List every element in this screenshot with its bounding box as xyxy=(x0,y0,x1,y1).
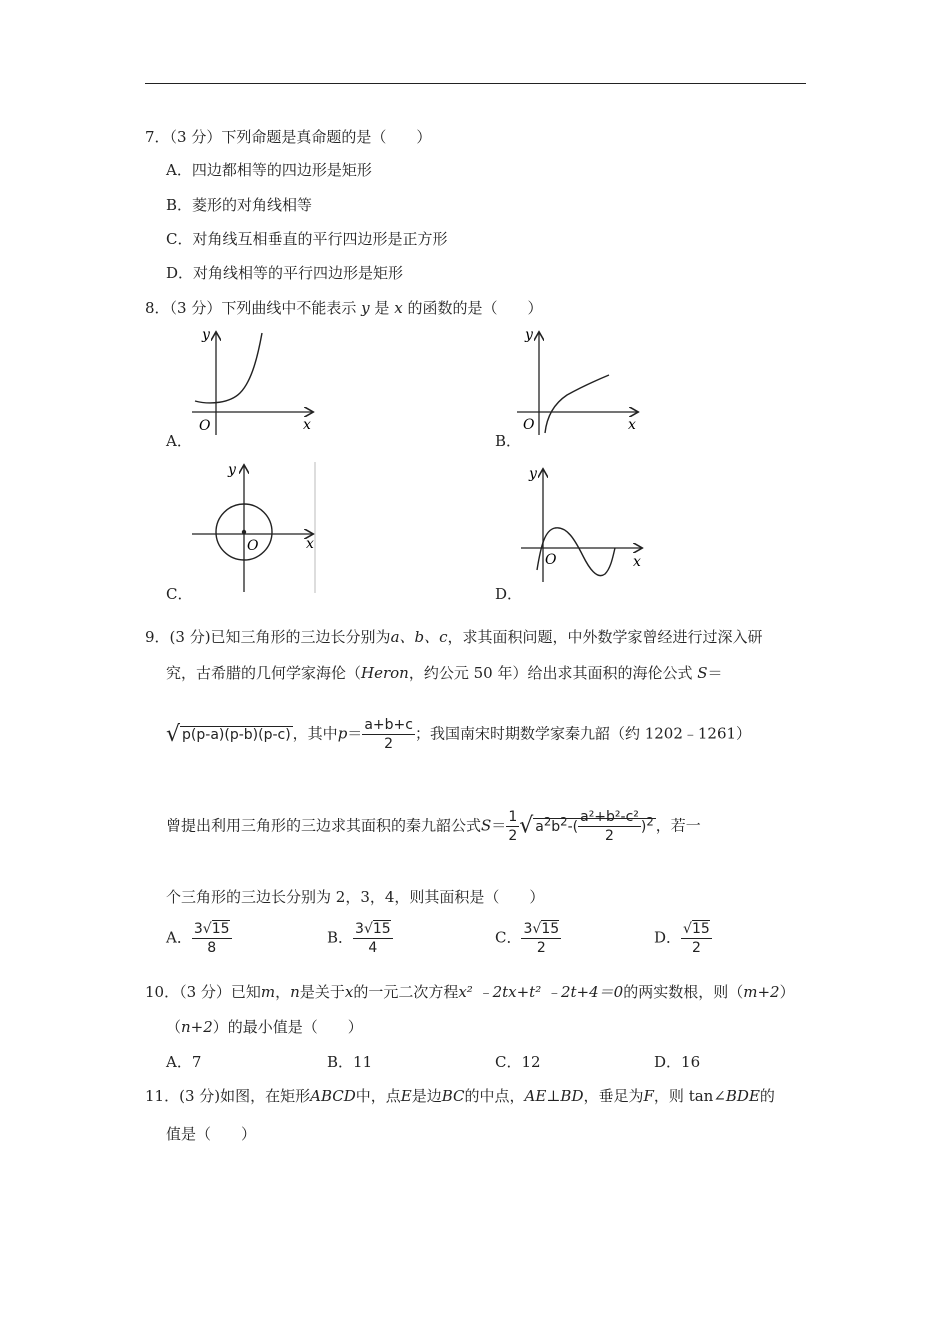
x-label: x xyxy=(633,554,641,570)
q9-option-a[interactable]: A． $\frac{3√15}{8}$ xyxy=(166,921,230,956)
q9-option-c[interactable]: C． $\frac{3√15}{2}$ xyxy=(495,921,560,956)
q7-option-c[interactable]: C．对角线互相垂直的平行四边形是正方形 xyxy=(166,230,448,248)
q8-label-b[interactable]: B． xyxy=(495,432,522,450)
q11-line-1: 11．(3 分)如图，在矩形ABCD中，点E是边BC的中点，AE⊥BD，垂足为F，则 tan∠BDE的 xyxy=(145,1087,775,1105)
y-label: y xyxy=(202,327,210,343)
q9-option-d[interactable]: D． $\frac{√15}{2}$ xyxy=(654,921,710,956)
q10-option-c[interactable]: C．12 xyxy=(495,1053,541,1071)
y-label: y xyxy=(525,327,533,343)
origin-label: O xyxy=(199,418,211,434)
graph-a xyxy=(190,325,320,440)
q7-option-d[interactable]: D．对角线相等的平行四边形是矩形 xyxy=(166,264,404,282)
q9-option-b[interactable]: B． $\frac{3√15}{4}$ xyxy=(327,921,391,956)
q10-option-b[interactable]: B．11 xyxy=(327,1053,373,1071)
graph-b xyxy=(515,325,645,440)
q8-stem: 8．（3 分）下列曲线中不能表示 y 是 x 的函数的是（ ） xyxy=(145,299,543,317)
center-point xyxy=(242,530,246,534)
q7-stem: 7．（3 分）下列命题是真命题的是（ ） xyxy=(145,128,432,146)
q9-line-2: 究，古希腊的几何学家海伦（Heron，约公元 50 年）给出求其面积的海伦公式 S＝ xyxy=(166,664,723,682)
x-label: x xyxy=(628,417,636,433)
q10-option-a[interactable]: A．7 xyxy=(166,1053,202,1071)
q7-option-a[interactable]: A．四边都相等的四边形是矩形 xyxy=(166,161,372,179)
sqrt-curve xyxy=(545,375,609,433)
origin-label: O xyxy=(545,552,557,568)
q9-line-1: 9．(3 分)已知三角形的三边长分别为a、b、c，求其面积问题，中外数学家曾经进行过深入研 xyxy=(145,628,763,646)
x-label: x xyxy=(303,417,311,433)
graph-c xyxy=(190,460,320,595)
y-label: y xyxy=(529,466,537,482)
heron-radical: √ p(p-a)(p-b)(p-c) xyxy=(166,721,291,747)
q9-line-3: √ p(p-a)(p-b)(p-c) ，其中p＝ $\frac{a+b+c}{2}$ ；我国南宋时期数学家秦九韶（约 1202﹣1261） xyxy=(166,717,752,752)
origin-label: O xyxy=(247,538,259,554)
q10-line-1: 10．（3 分）已知m，n是关于x的一元二次方程x² ﹣2tx+t² ﹣2t+4＝0的两实数根，则（m+2） xyxy=(145,983,795,1001)
origin-label: O xyxy=(523,417,535,433)
exponential-curve xyxy=(195,333,262,403)
q10-option-d[interactable]: D．16 xyxy=(654,1053,701,1071)
q10-line-2: （n+2）的最小值是（ ） xyxy=(166,1018,363,1036)
q11-line-2: 值是（ ） xyxy=(166,1125,257,1143)
header-rule xyxy=(145,83,806,84)
x-label: x xyxy=(306,536,314,552)
y-label: y xyxy=(228,462,236,478)
half-fraction: $\frac{1}{2}$ xyxy=(508,809,518,844)
p-fraction: $\frac{a+b+c}{2}$ xyxy=(364,717,413,752)
q9-line-4: 曾提出利用三角形的三边求其面积的秦九韶公式S＝ $\frac{1}{2}$ √ $a^2b^2-$( $\frac{\text{a²+b²-c²}}{2}$ )$^2$ ，若一 xyxy=(166,809,701,844)
q8-label-a[interactable]: A． xyxy=(166,432,192,450)
graph-d xyxy=(515,460,650,585)
qin-radical: √ $a^2b^2-$( $\frac{\text{a²+b²-c²}}{2}$ )$^2$ xyxy=(519,809,654,844)
q7-option-b[interactable]: B．菱形的对角线相等 xyxy=(166,196,313,214)
q9-line-5: 个三角形的三边长分别为 2，3，4，则其面积是（ ） xyxy=(166,888,545,906)
q8-label-c[interactable]: C． xyxy=(166,585,193,603)
q8-label-d[interactable]: D． xyxy=(495,585,523,603)
